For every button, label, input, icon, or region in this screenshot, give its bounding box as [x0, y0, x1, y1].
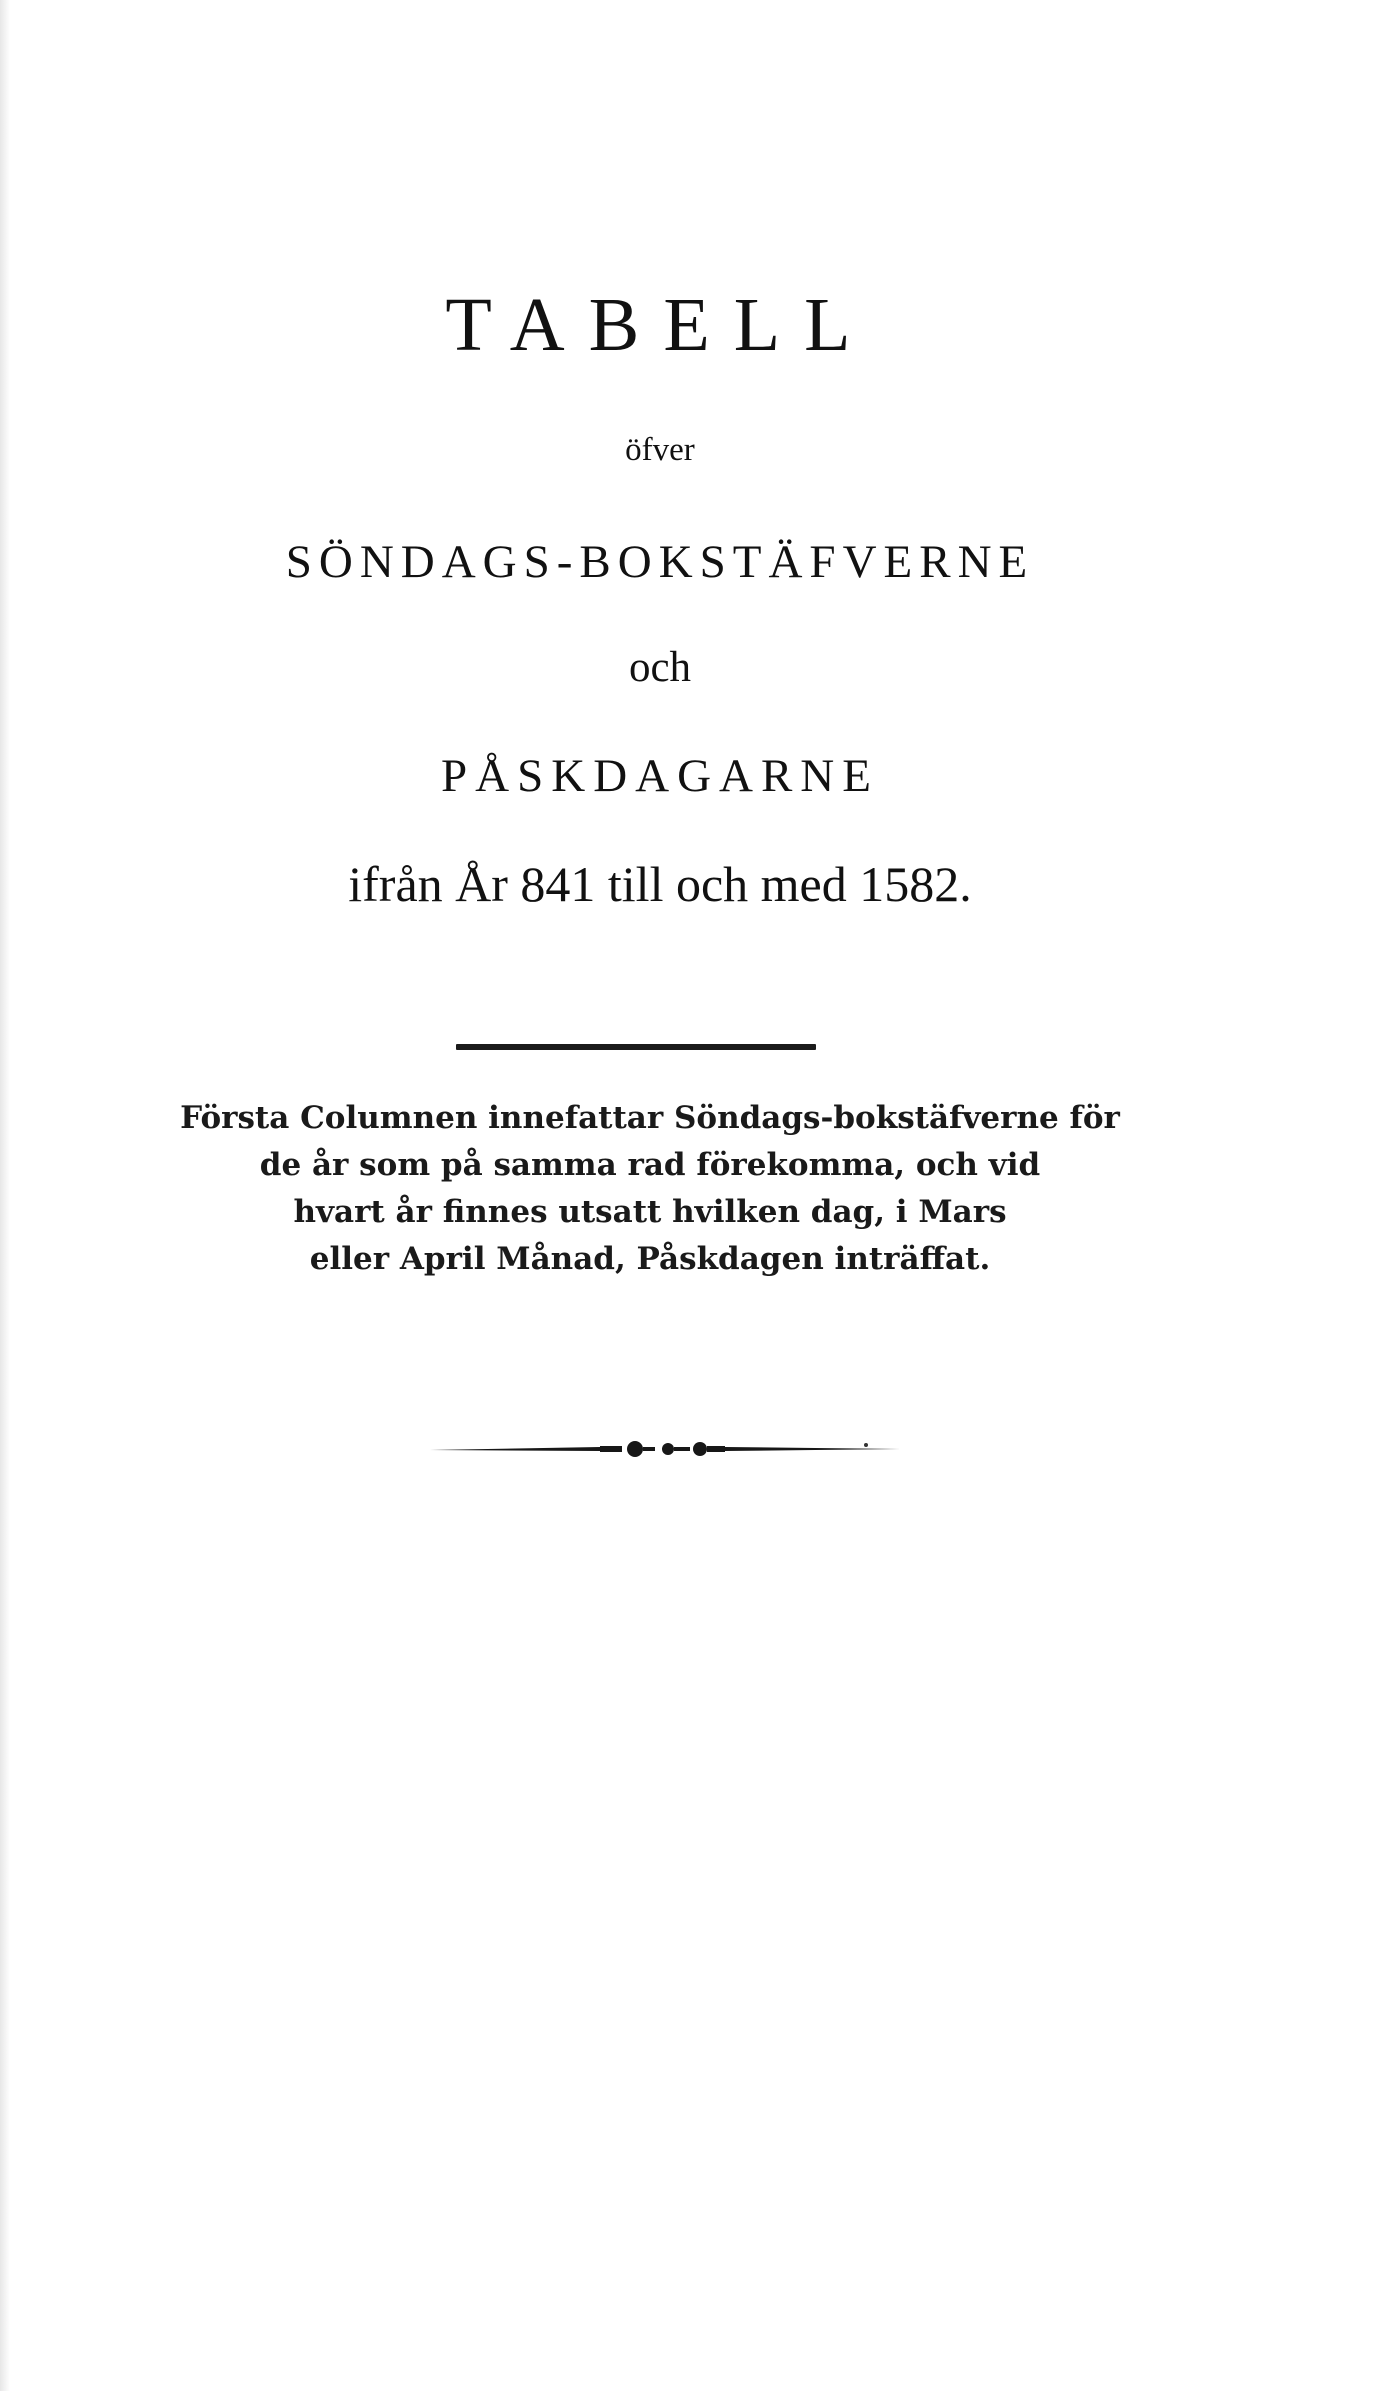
title-year-range: ifrån År 841 till och med 1582. [348, 856, 972, 912]
title-preposition: öfver [625, 432, 695, 468]
page-title: TABELL [445, 283, 875, 367]
title-conjunction: och [628, 644, 692, 691]
description-paragraph [130, 1095, 1170, 1283]
description-line-4: eller April Månad, Påskdagen inträffat. [309, 1241, 991, 1277]
description-line-1: Första Columnen innefattar Söndags-bokstäfverne för [180, 1100, 1120, 1136]
description-line-3: hvart år finnes utsatt hvilken dag, i Mars [293, 1194, 1007, 1230]
ornament-rule-icon [430, 1436, 900, 1462]
title-subject-easter-days: PÅSKDAGARNE [441, 750, 879, 802]
description-line-2: de år som på samma rad förekomma, och vid [259, 1147, 1041, 1183]
title-subject-sunday-letters: SÖNDAGS-BOKSTÄFVERNE [285, 536, 1035, 588]
horizontal-rule [456, 1044, 816, 1050]
